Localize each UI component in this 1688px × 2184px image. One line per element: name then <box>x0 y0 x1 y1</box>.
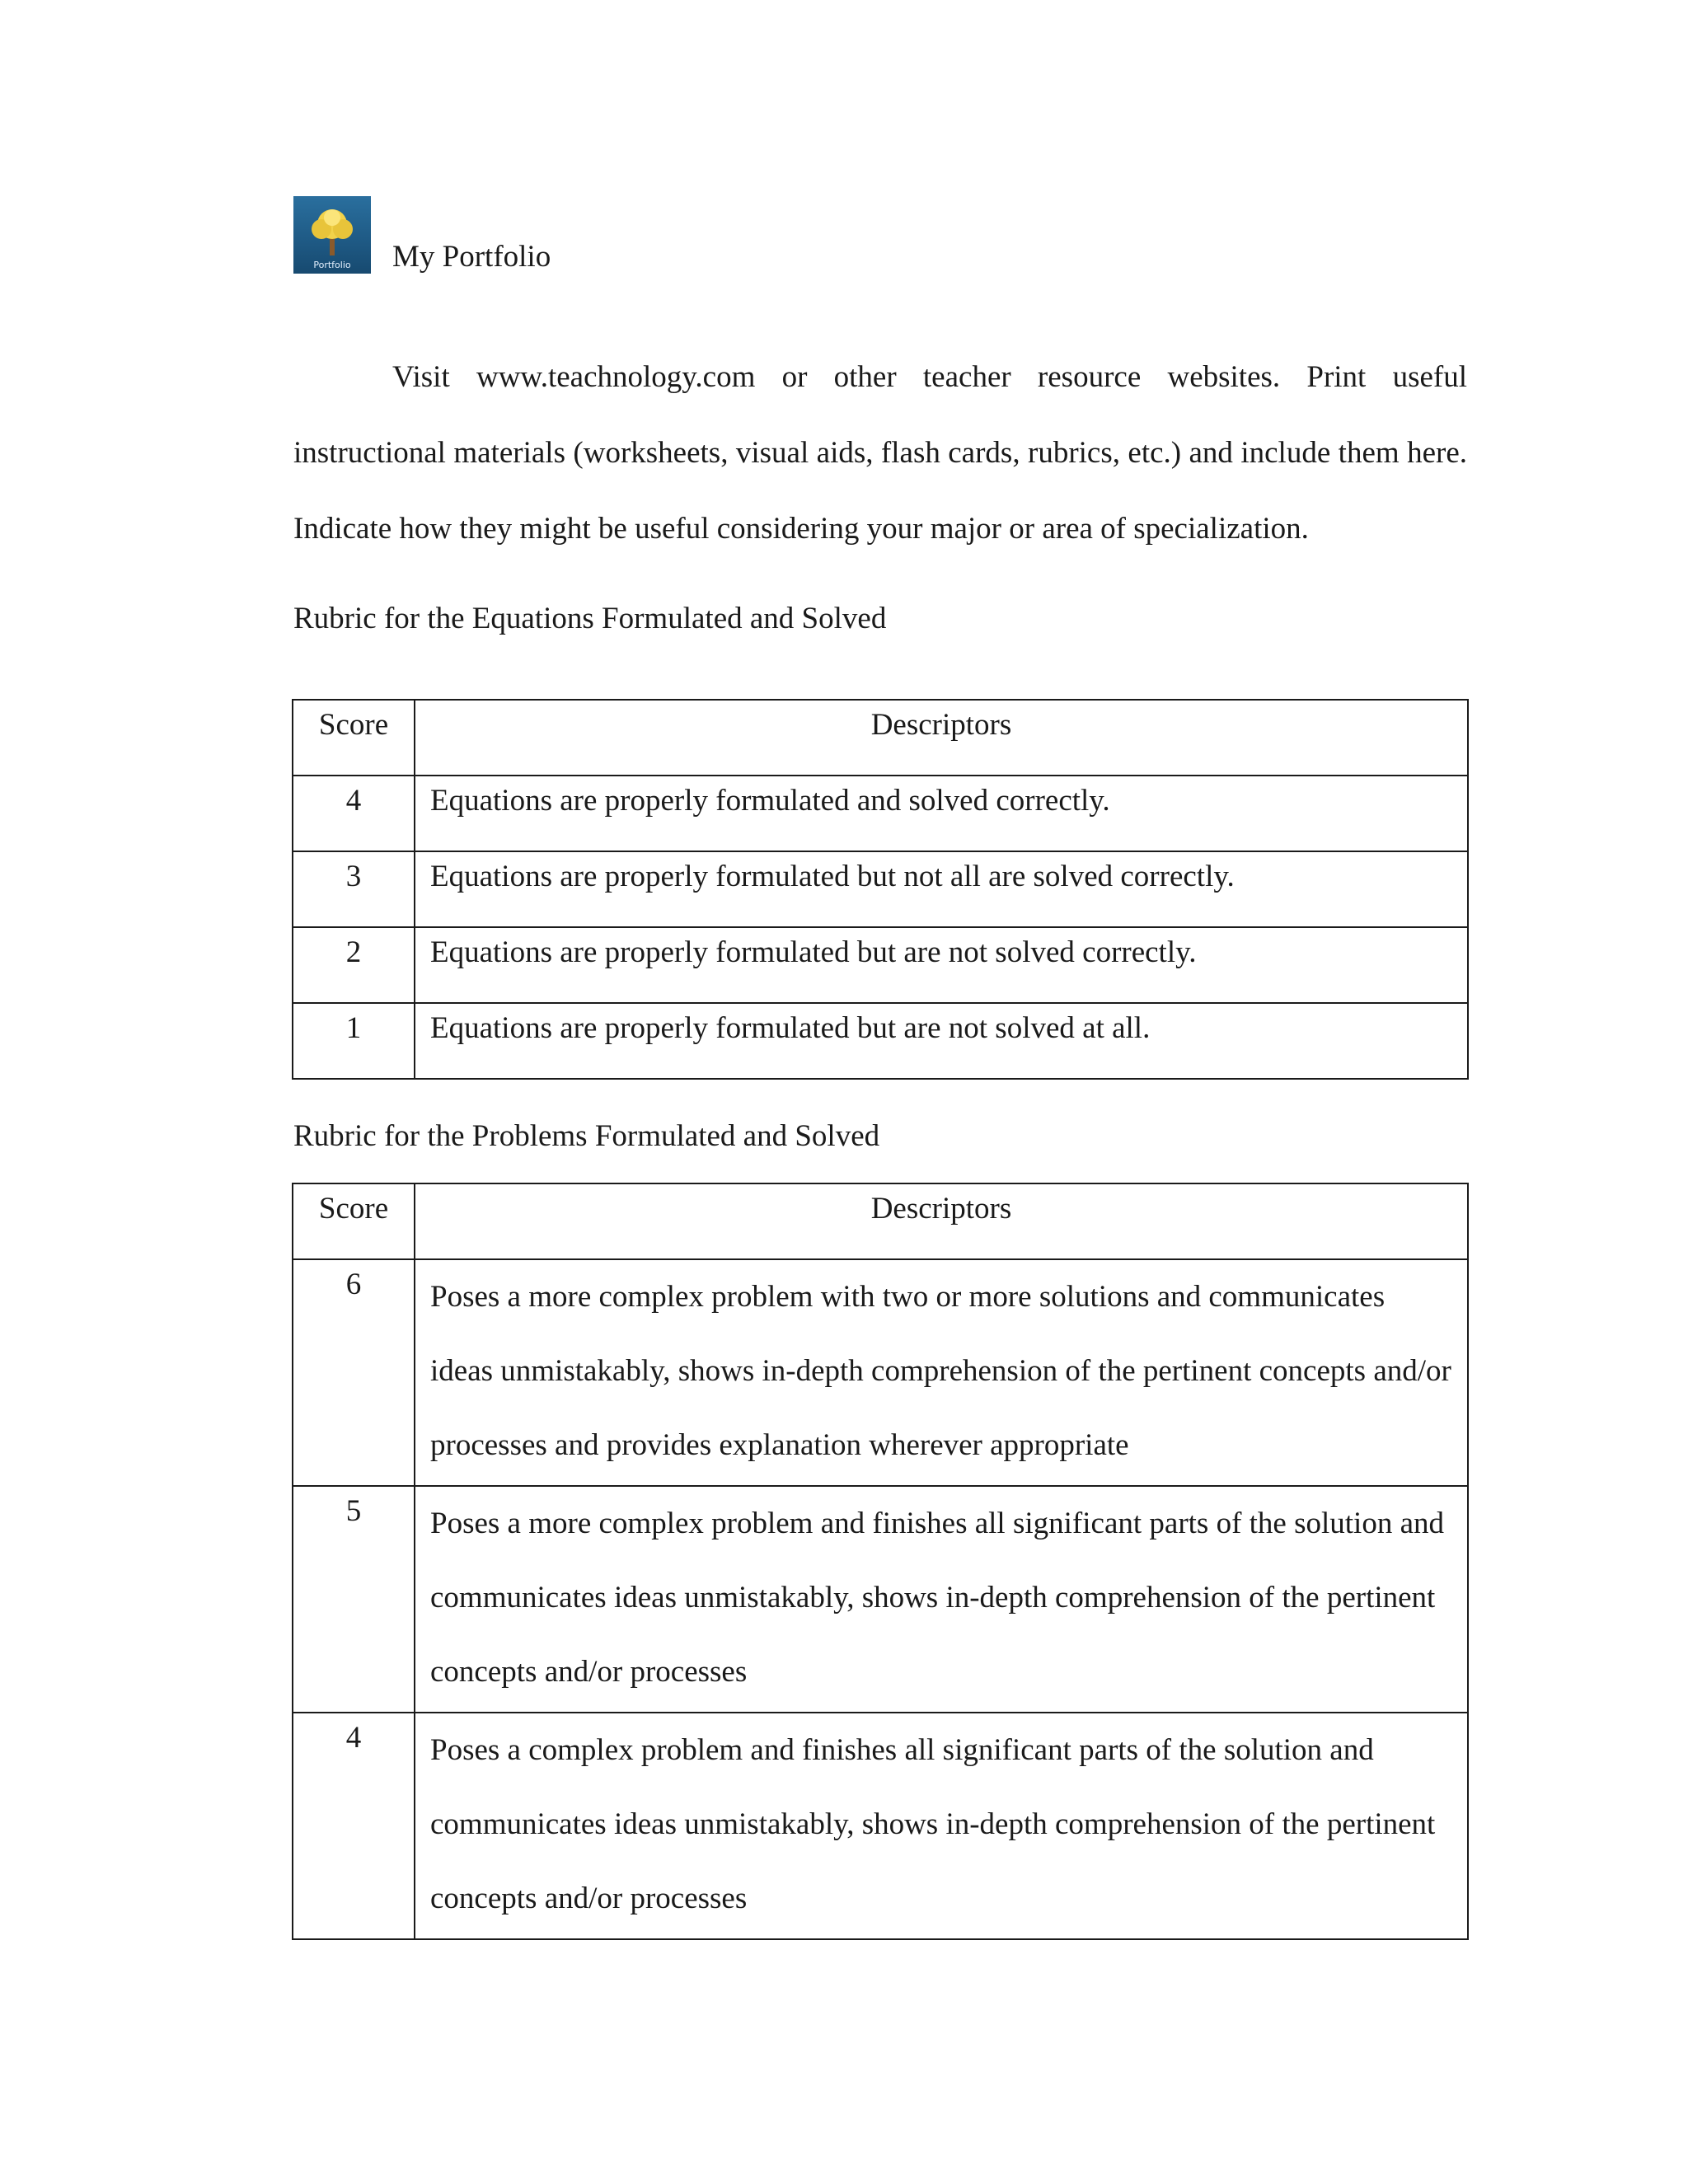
table-header-row <box>293 1183 1468 1259</box>
table-row <box>293 1486 1468 1713</box>
rubric-problems-table <box>292 1183 1469 1940</box>
descriptors-column-header: Descriptors <box>415 700 1468 776</box>
score-cell: 6 <box>293 1259 415 1486</box>
table-row <box>293 927 1468 1003</box>
page-title: My Portfolio <box>392 240 551 274</box>
rubric-equations-title: Rubric for the Equations Formulated and Solved <box>293 602 887 635</box>
table-row <box>293 1003 1468 1079</box>
descriptor-cell: Equations are properly formulated but are not solved at all. <box>415 1003 1468 1079</box>
descriptor-cell: Poses a more complex problem and finishes all significant parts of the solution and communicates ideas unmistakably, shows in-depth comprehension of the pertinent concepts and/or processes <box>415 1486 1468 1713</box>
score-cell: 5 <box>293 1486 415 1713</box>
intro-paragraph: Visit www.teachnology.com or other teacher resource websites. Print useful instructional materials (worksheets, visual aids, flash cards, rubrics, etc.) and include them here. Indicate how they might be useful considering your major or area of specialization. <box>293 360 1467 546</box>
descriptor-cell: Poses a more complex problem with two or more solutions and communicates ideas unmistakably, shows in-depth comprehension of the pertinent concepts and/or processes and provides explanation wherever appropriate <box>415 1259 1468 1486</box>
table-row <box>293 776 1468 851</box>
portfolio-icon-caption: Portfolio <box>313 260 351 270</box>
descriptor-cell: Poses a complex problem and finishes all significant parts of the solution and communicates ideas unmistakably, shows in-depth comprehension of the pertinent concepts and/or processes <box>415 1713 1468 1939</box>
score-cell: 3 <box>293 851 415 927</box>
table-row <box>293 1713 1468 1939</box>
portfolio-header <box>293 194 551 274</box>
descriptor-cell: Equations are properly formulated but not all are solved correctly. <box>415 851 1468 927</box>
rubric-equations-table <box>292 699 1469 1080</box>
score-cell: 2 <box>293 927 415 1003</box>
table-header-row <box>293 700 1468 776</box>
rubric-problems-title: Rubric for the Problems Formulated and Solved <box>293 1119 880 1153</box>
table-row <box>293 851 1468 927</box>
score-cell: 1 <box>293 1003 415 1079</box>
portfolio-icon <box>293 196 371 274</box>
score-cell: 4 <box>293 1713 415 1939</box>
table-row <box>293 1259 1468 1486</box>
descriptor-cell: Equations are properly formulated and solved correctly. <box>415 776 1468 851</box>
score-column-header: Score <box>293 1183 415 1259</box>
score-column-header: Score <box>293 700 415 776</box>
score-cell: 4 <box>293 776 415 851</box>
descriptor-cell: Equations are properly formulated but are not solved correctly. <box>415 927 1468 1003</box>
descriptors-column-header: Descriptors <box>415 1183 1468 1259</box>
